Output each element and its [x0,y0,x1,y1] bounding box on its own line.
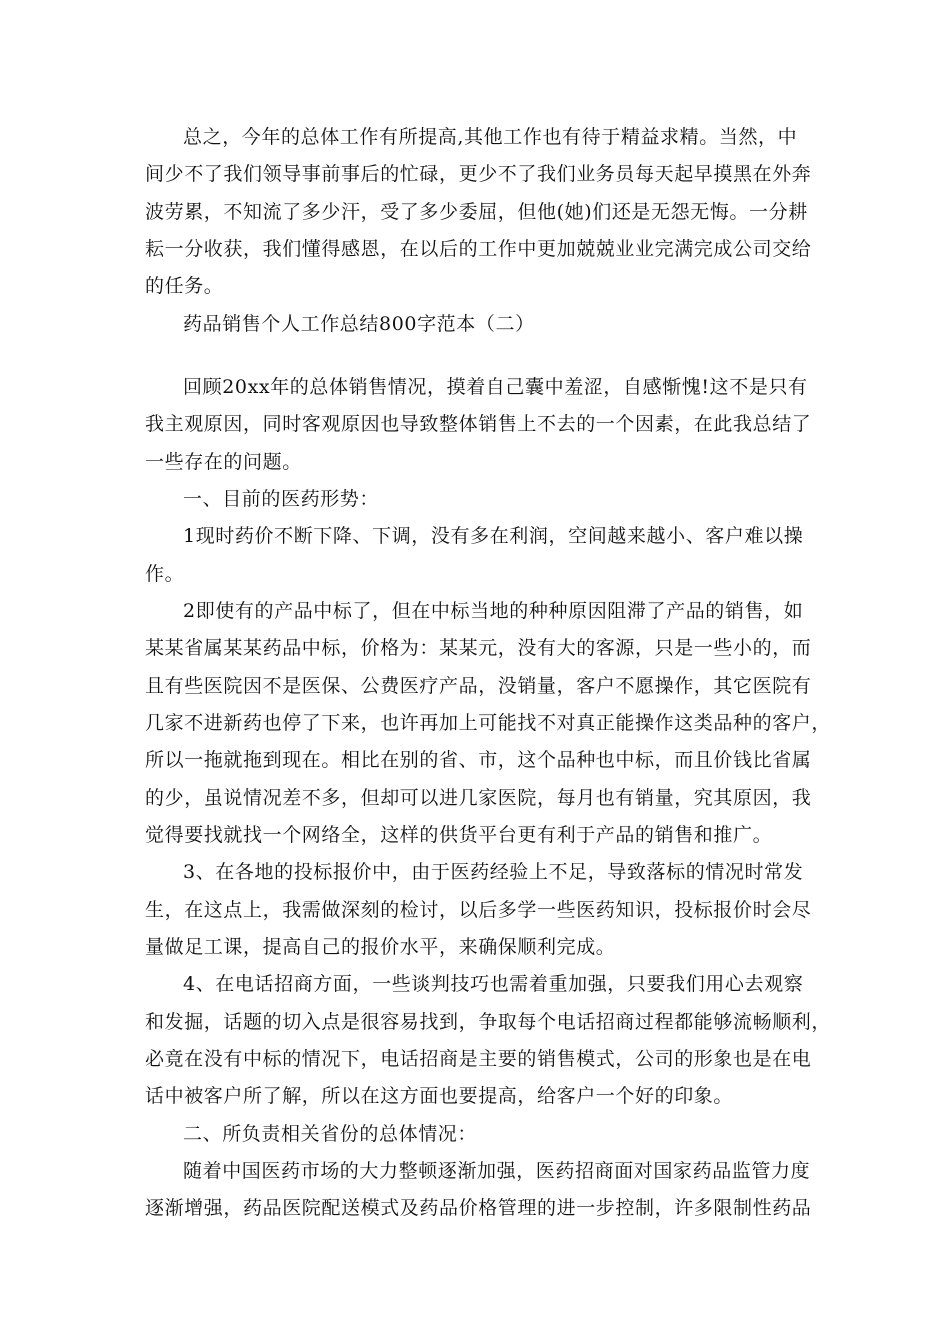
paragraph-line: 的任务。 [145,275,224,297]
paragraph-line: 的少，虽说情况差不多，但却可以进几家医院，每月也有销量，究其原因，我 [145,787,812,809]
paragraph-line: 且有些医院因不是医保、公费医疗产品，没销量，客户不愿操作，其它医院有 [145,675,812,697]
paragraph-line: 某某省属某某药品中标，价格为：某某元，没有大的客源，只是一些小的，而 [145,637,812,659]
paragraph-line: 必竟在没有中标的情况下，电话招商是主要的销售模式，公司的形象也是在电 [145,1048,812,1070]
paragraph-line: 随着中国医药市场的大力整顿逐渐加强，医药招商面对国家药品监管力度 [183,1160,811,1182]
paragraph-line: 逐渐增强，药品医院配送模式及药品价格管理的进一步控制，许多限制性药品 [145,1197,812,1219]
paragraph-line: 所以一拖就拖到现在。相比在别的省、市，这个品种也中标，而且价钱比省属 [145,749,812,771]
paragraph-line: 波劳累，不知流了多少汗，受了多少委屈，但他(她)们还是无怨无悔。一分耕 [145,201,808,223]
section-heading: 一、目前的医药形势： [183,488,380,510]
paragraph-line: 作。 [145,563,185,585]
paragraph-line: 1现时药价不断下降、下调，没有多在利润，空间越来越小、客户难以操 [183,525,804,547]
paragraph-line: 话中被客户所了解，所以在这方面也要提高，给客户一个好的印象。 [145,1085,734,1107]
paragraph-line: 3、在各地的投标报价中，由于医药经验上不足，导致落标的情况时常发 [183,861,804,883]
paragraph-line: 一些存在的问题。 [145,451,302,473]
paragraph-line: 和发掘，话题的切入点是很容易找到，争取每个电话招商过程都能够流畅顺利， [145,1011,832,1033]
paragraph-line: 我主观原因，同时客观原因也导致整体销售上不去的一个因素，在此我总结了 [145,413,812,435]
paragraph-line: 4、在电话招商方面，一些谈判技巧也需着重加强，只要我们用心去观察 [183,973,804,995]
paragraph-line: 量做足工课，提高自己的报价水平，来确保顺利完成。 [145,936,616,958]
paragraph-line: 生，在这点上，我需做深刻的检讨，以后多学一些医药知识，投标报价时会尽 [145,899,812,921]
paragraph-line: 2即使有的产品中标了，但在中标当地的种种原因阻滞了产品的销售，如 [183,600,804,622]
section-title: 药品销售个人工作总结800字范本（二） [183,313,535,335]
paragraph-line: 几家不进新药也停了下来，也许再加上可能找不对真正能操作这类品种的客户， [145,712,832,734]
paragraph-line: 觉得要找就找一个网络全，这样的供货平台更有利于产品的销售和推广。 [145,824,773,846]
paragraph-line: 间少不了我们领导事前事后的忙碌，更少不了我们业务员每天起早摸黑在外奔 [145,163,812,185]
paragraph-line: 总之，今年的总体工作有所提高,其他工作也有待于精益求精。当然，中 [183,126,798,148]
paragraph-line: 回顾20xx年的总体销售情况，摸着自己囊中羞涩，自感惭愧!这不是只有 [183,376,808,398]
paragraph-line: 耘一分收获，我们懂得感恩，在以后的工作中更加兢兢业业完满完成公司交给 [145,238,812,260]
section-heading: 二、所负责相关省份的总体情况： [183,1123,478,1145]
